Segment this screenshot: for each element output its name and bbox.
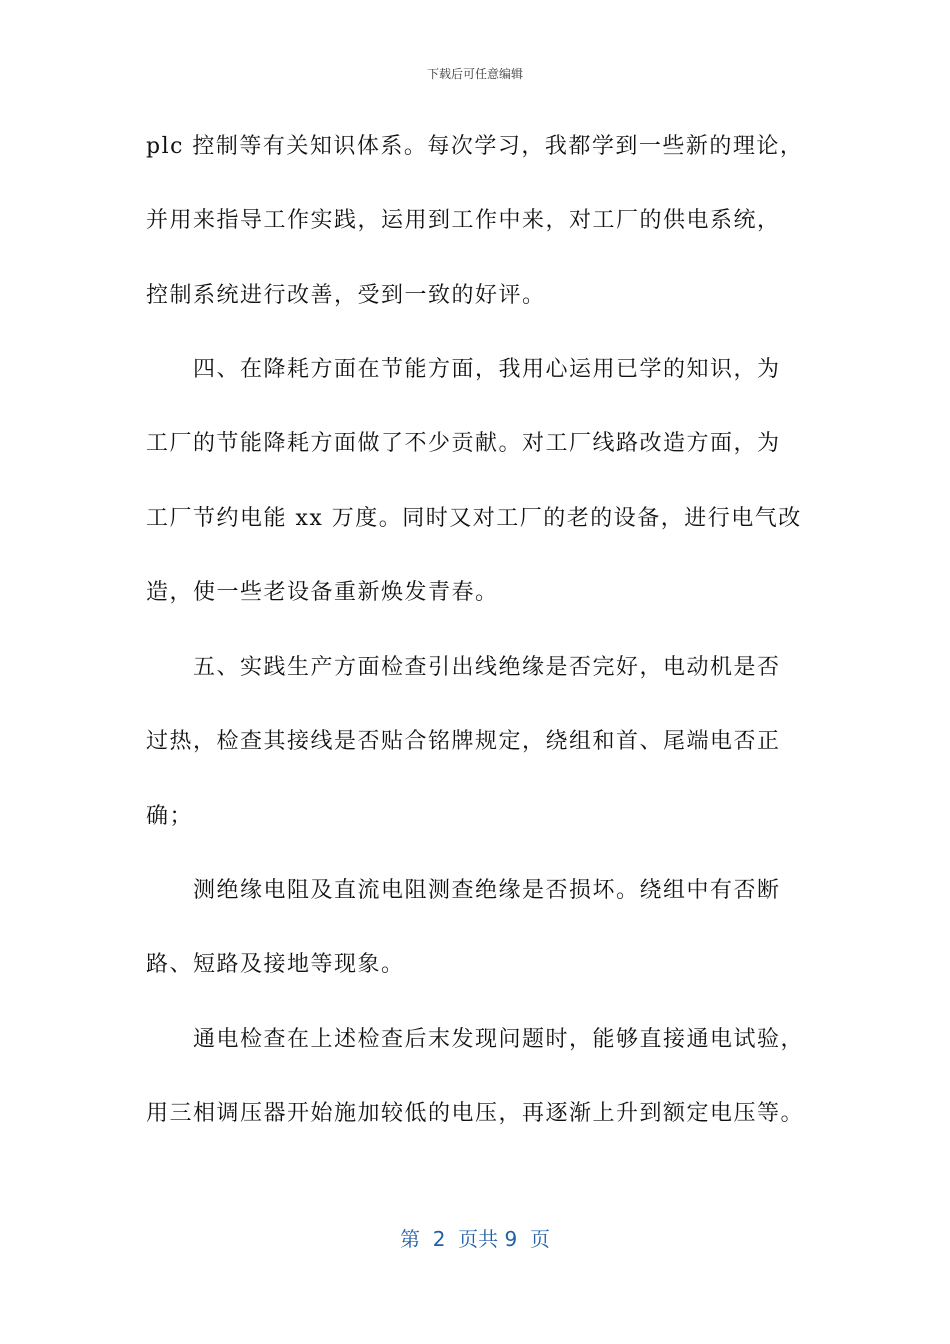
body-line-14: 用三相调压器开始施加较低的电压，再逐渐上升到额定电压等。 (146, 1101, 805, 1126)
body-line-6: 工厂节约电能 xx 万度。同时又对工厂的老的设备，进行电气改 (146, 506, 802, 531)
page-number: 第 2 页共 9 页 (400, 1227, 550, 1251)
body-line-2: 并用来指导工作实践，运用到工作中来，对工厂的供电系统， (146, 208, 781, 233)
body-line-3: 控制系统进行改善，受到一致的好评。 (146, 283, 546, 308)
body-line-7: 造，使一些老设备重新焕发青春。 (146, 580, 499, 605)
body-line-12: 路、短路及接地等现象。 (146, 952, 405, 977)
body-line-8: 五、实践生产方面检查引出线绝缘是否完好，电动机是否 (193, 655, 781, 680)
body-line-1: plc 控制等有关知识体系。每次学习，我都学到一些新的理论， (146, 134, 804, 159)
body-line-9: 过热，检查其接线是否贴合铭牌规定，绕组和首、尾端电否正 (146, 729, 781, 754)
body-line-11: 测绝缘电阻及直流电阻测查绝缘是否损坏。绕组中有否断 (193, 878, 781, 903)
body-line-13: 通电检查在上述检查后末发现问题时，能够直接通电试验， (193, 1027, 805, 1052)
page-header: 下载后可任意编辑 (426, 67, 523, 81)
body-line-5: 工厂的节能降耗方面做了不少贡献。对工厂线路改造方面，为 (146, 431, 781, 456)
body-line-10: 确； (146, 804, 194, 829)
body-line-4: 四、在降耗方面在节能方面，我用心运用已学的知识，为 (193, 357, 781, 382)
